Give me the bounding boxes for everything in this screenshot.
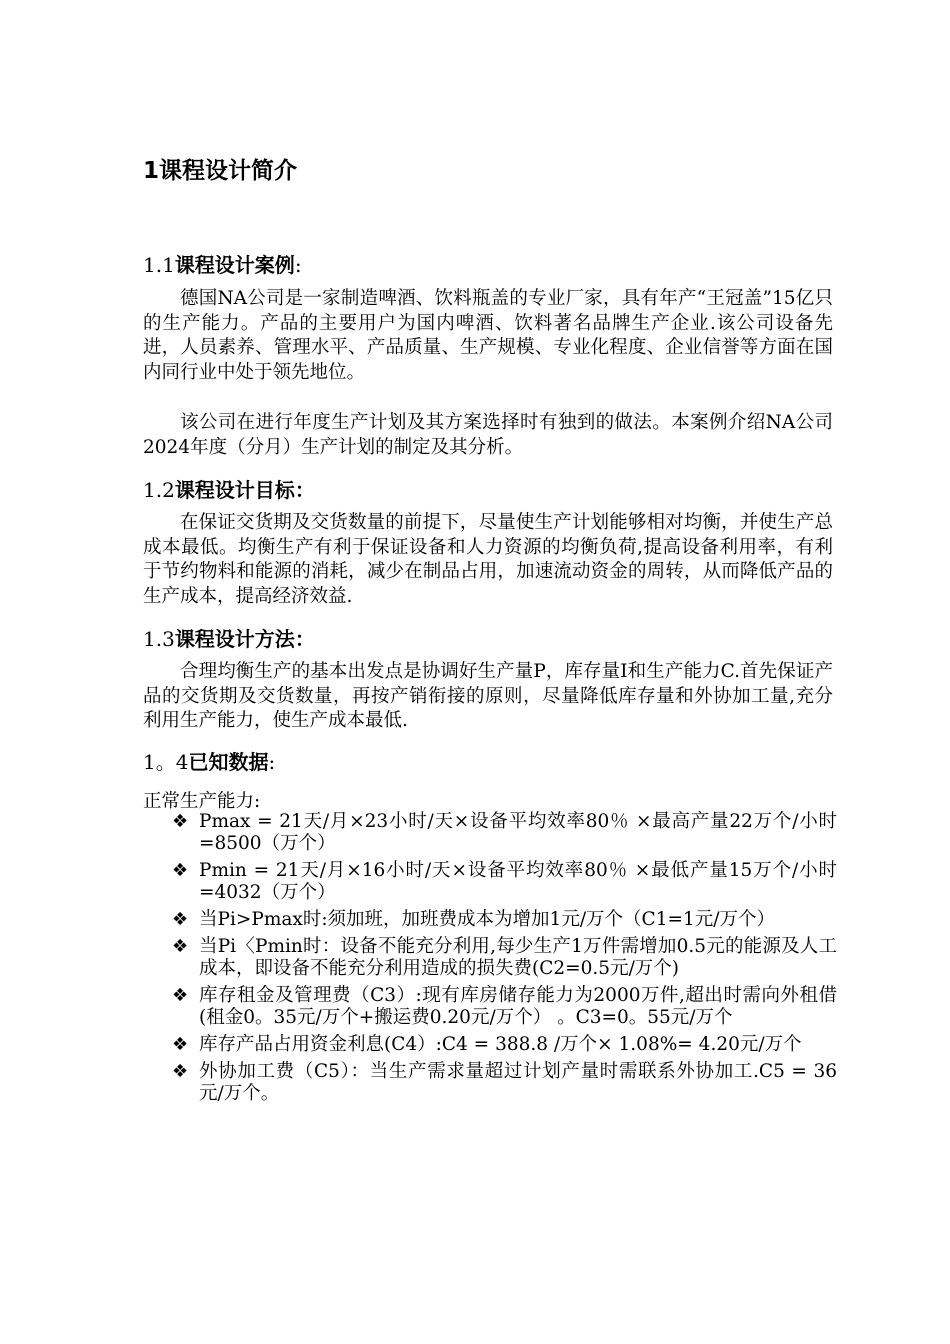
paragraph: 在保证交货期及交货数量的前提下，尽量使生产计划能够相对均衡，并使生产总成本最低。均衡生产有利于保证设备和人力资源的均衡负荷,提高设备利用率，有利于节约物料和能源的消耗，减少在制品占用，加速流动资金的周转，从而降低产品的生产成本，提高经济效益. [143,512,833,607]
diamond-bullet-icon: ❖ [172,936,189,957]
list-item-text: 库存租金及管理费（C3）:现有库房储存能力为2000万件,超出时需向外租借(租金0。35元/万个+搬运费0.20元/万个） 。C3=0。55元/万个 [199,985,837,1028]
chapter-title: 1课程设计简介 [143,158,298,184]
data-bullet-list [172,811,837,1110]
section-punct: : [294,253,302,277]
section-title: 课程设计方法 [174,627,295,651]
paragraph: 合理均衡生产的基本出发点是协调好生产量P，库存量I和生产能力C.首先保证产品的交货期及交货数量，再按产销衔接的原则，尽量降低库存量和外协加工量,充分利用生产能力，使生产成本最低. [143,661,833,731]
section-number: 1。4 [143,750,189,774]
list-item [172,936,837,980]
list-item [172,985,837,1029]
list-item [172,860,837,904]
list-item [172,1061,837,1105]
paragraph: 德国NA公司是一家制造啤酒、饮料瓶盖的专业厂家，具有年产“王冠盖”15亿只的生产能力。产品的主要用户为国内啤酒、饮料著名品牌生产企业.该公司设备先进，人员素养、管理水平、产品质量、生产规模、专业化程度、企业信誉等方面在国内同行业中处于领先地位。 [143,288,833,383]
capacity-label: 正常生产能力: [143,791,261,812]
section-heading-1-3 [143,623,315,652]
section-title: 已知数据 [188,750,269,774]
section-punct: ： [294,627,315,651]
diamond-bullet-icon: ❖ [172,1034,189,1055]
section-number: 1.1 [143,253,175,277]
list-item-text: 库存产品占用资金利息(C4）:C4 = 388.8 /万个× 1.08%= 4.20元/万个 [199,1034,802,1055]
section-number: 1.3 [143,627,175,651]
list-item [172,1034,837,1056]
section-punct: ： [294,478,315,502]
section-heading-1-4 [143,746,275,775]
section-punct: : [268,750,276,774]
list-item-text: 当Pi>Pmax时:须加班，加班费成本为增加1元/万个（C1=1元/万个） [199,909,775,930]
list-item-text: 外协加工费（C5）：当生产需求量超过计划产量时需联系外协加工.C5 = 36元/万个。 [199,1061,837,1104]
section-number: 1.2 [143,478,175,502]
diamond-bullet-icon: ❖ [172,860,189,881]
diamond-bullet-icon: ❖ [172,985,189,1006]
paragraph: 该公司在进行年度生产计划及其方案选择时有独到的做法。本案例介绍NA公司2024年度（分月）生产计划的制定及其分析。 [143,412,833,458]
section-title: 课程设计案例 [174,253,295,277]
list-item-text: Pmax = 21天/月×23小时/天×设备平均效率80％ ×最高产量22万个/小时=8500（万个） [199,811,837,854]
diamond-bullet-icon: ❖ [172,1061,189,1082]
section-title: 课程设计目标 [174,478,295,502]
list-item-text: Pmin = 21天/月×16小时/天×设备平均效率80％ ×最低产量15万个/小时=4032（万个） [199,860,837,903]
section-heading-1-1 [143,249,302,278]
list-item-text: 当Pi〈Pmin时：设备不能充分利用,每少生产1万件需增加0.5元的能源及人工成本，即设备不能充分利用造成的损失费(C2=0.5元/万个) [199,936,837,979]
list-item [172,909,837,931]
section-heading-1-2 [143,474,315,503]
list-item [172,811,837,855]
diamond-bullet-icon: ❖ [172,811,189,832]
diamond-bullet-icon: ❖ [172,909,189,930]
